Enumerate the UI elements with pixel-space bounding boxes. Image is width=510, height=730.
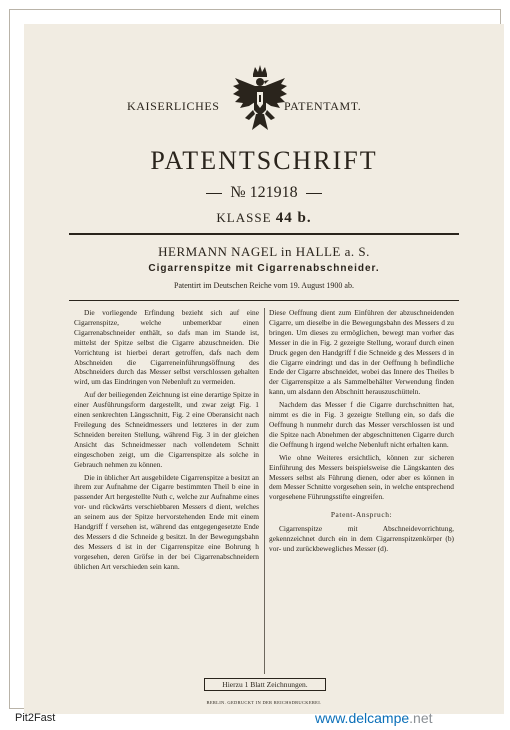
site-prefix: www. xyxy=(315,710,349,726)
patentee: HERMANN NAGEL in HALLE a. S. xyxy=(158,244,370,259)
paragraph: Wie ohne Weiteres ersichtlich, können zur sicheren Einführung des Messers beispielsweise die Längskanten des Messers selbst als Führung dienen, oder aber es können in dem Messer Schnitte vorgesehen sein, in welche entsprechend vorgesehene Führungsstifte eingreifen. xyxy=(269,452,454,502)
class-label: KLASSE xyxy=(216,210,272,225)
document-page xyxy=(24,24,504,714)
header-right-text: PATENTAMT. xyxy=(284,99,362,113)
left-dash xyxy=(206,193,222,194)
paragraph: Nachdem das Messer f die Cigarre durchschnitten hat, nimmt es die in Fig. 3 gezeigte Stellung ein, so dafs die Oeffnung h nunmehr durch das Messer verschlossen ist und die Spitze nach Abnehmen der abgeschnittenen Cigarre durch die Oeffnung h irgend welche Nebenluft nicht erhalten kann. xyxy=(269,400,454,449)
patent-number-line xyxy=(24,184,504,202)
paragraph: Diese Oeffnung dient zum Einführen der abzuschneidenden Cigarre, um dieselbe in die Bewegungsbahn des Messers d zu bringen. Um dieses zu ermöglichen, bewegt man vorher das Messer in die in Fig. 2 gezeigte Stellung, worauf durch einen Druck gegen den Handgriff f die Schneide g des Messers d in die Cigarre eindringt und das in der Oeffnung h befindliche Ende der Cigarre abschneidet, wobei das Innere des Theiles b der Cigarrenspitze a als Sammelbehälter Verwendung finden kann, um alsdann den Abschnitt herauszuschütteln. xyxy=(269,308,454,397)
right-text-column xyxy=(269,308,454,557)
header-left-text: KAISERLICHES xyxy=(127,99,220,113)
scan-frame xyxy=(9,9,501,709)
body-rule xyxy=(69,300,459,301)
class-value: 44 b. xyxy=(275,210,312,226)
left-text-column xyxy=(74,308,259,575)
printer-imprint: BERLIN. GEDRUCKT IN DER REICHSDRUCKEREI. xyxy=(206,700,322,705)
document-title: PATENTSCHRIFT xyxy=(150,146,378,175)
site-domain: delcampe xyxy=(348,710,410,726)
paragraph: Auf der beiliegenden Zeichnung ist eine derartige Spitze in einer Ausführungsform dargestellt, und zwar zeigt Fig. 1 einen senkrechten Längsschnitt, Fig. 2 eine Oberansicht nach Freilegung des Schneidmessers und letzteres in der zum Schneiden bereiten Stellung, während Fig. 3 in der gleichen Ansicht das Schneidmesser nach vollendetem Schnitt eingeschoben zeigt, um die Cigarrenspitze als solche in Gebrauch nehmen zu können. xyxy=(74,390,259,469)
site-watermark xyxy=(315,710,433,726)
class-line xyxy=(24,210,504,227)
claim-heading: Patent-Anspruch: xyxy=(330,510,393,520)
patent-number: № 121918 xyxy=(230,184,298,201)
claim-text: Cigarrenspitze mit Abschneidevorrichtung, gekennzeichnet durch ein in dem Cigarrenspitzenkörper (b) vor- und zurückbewegliches Messer (d). xyxy=(269,524,454,553)
site-suffix: .net xyxy=(409,710,433,726)
right-dash xyxy=(306,193,322,194)
header-rule xyxy=(69,233,459,235)
column-divider xyxy=(264,308,265,674)
paragraph: Die vorliegende Erfindung bezieht sich auf eine Cigarrenspitze, welche unbemerkbar einen Cigarrenabschneider enthält, so dafs man im Stande ist, mittelst der Spitze selbst die Cigarre abzuschneiden. Die Vorrichtung ist hierbei derart getroffen, dafs nach dem Abschneiden die Cigarreneinführungsöffnung des Abschneiders durch das Messer selbst verschlossen gehalten wird, um das Eindringen von Nebenluft zu vermeiden. xyxy=(74,308,259,387)
patent-date: Patentirt im Deutschen Reiche vom 19. August 1900 ab. xyxy=(174,281,354,290)
seller-watermark: Pit2Fast xyxy=(15,712,56,724)
paragraph: Die in üblicher Art ausgebildete Cigarrenspitze a besitzt an ihrem zur Aufnahme der Cigarre bestimmten Theil b eine in passender Art hergestellte Nuth c, welche zur Aufnahme eines vor- und rückwärts verschiebbaren Messers d dient, welches an seinem aus der Spitze hervorstehenden Ende mit einem Handgriff f versehen ist, während das entgegengesetzte Ende des Messers d die Schneide g besitzt. In der Bewegungsbahn des Messers d ist in der Cigarrenspitze eine Bohrung h vorgesehen, deren Gröfse in der bei Cigarrenabschneidern üblichen Art verschieden sein kann. xyxy=(74,472,259,571)
drawings-note: Hierzu 1 Blatt Zeichnungen. xyxy=(204,678,326,691)
imperial-eagle-emblem-icon xyxy=(231,64,289,138)
invention-title: Cigarrenspitze mit Cigarrenabschneider. xyxy=(148,263,380,274)
office-header xyxy=(24,64,504,113)
